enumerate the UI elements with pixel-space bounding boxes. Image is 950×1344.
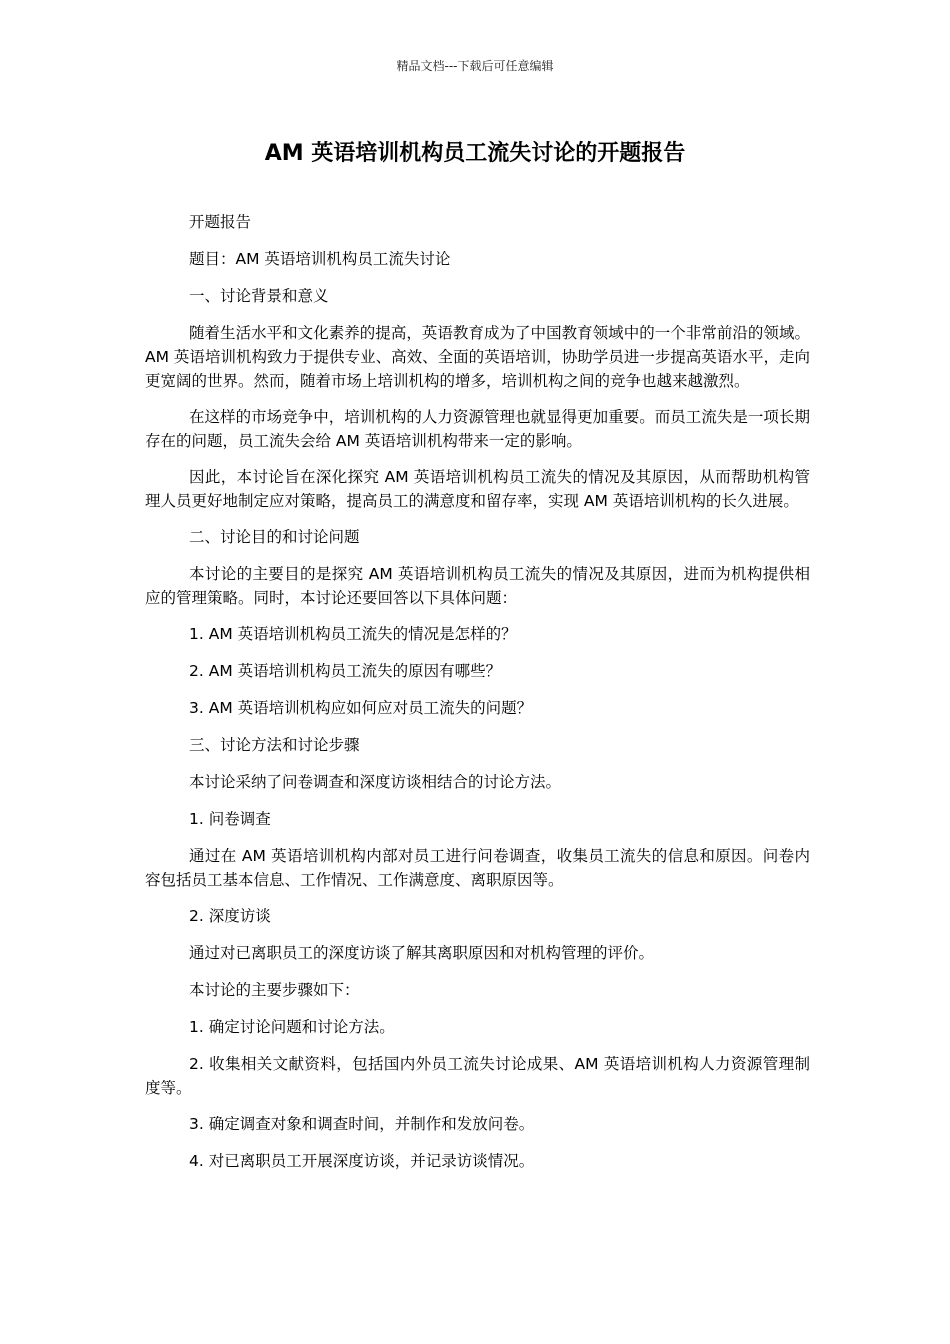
list-item: 2. 深度访谈 (189, 907, 271, 925)
paragraph: 本讨论的主要目的是探究 AM 英语培训机构员工流失的情况及其原因，进而为机构提供相应的管理策略。同时，本讨论还要回答以下具体问题： (145, 565, 810, 607)
list-item: 4. 对已离职员工开展深度访谈，并记录访谈情况。 (189, 1152, 535, 1170)
paragraph: 在这样的市场竞争中，培训机构的人力资源管理也就显得更加重要。而员工流失是一项长期存在的问题，员工流失会给 AM 英语培训机构带来一定的影响。 (145, 408, 810, 450)
paragraph: 通过在 AM 英语培训机构内部对员工进行问卷调查，收集员工流失的信息和原因。问卷内容包括员工基本信息、工作情况、工作满意度、离职原因等。 (145, 847, 810, 889)
paragraph: 因此，本讨论旨在深化探究 AM 英语培训机构员工流失的情况及其原因，从而帮助机构管理人员更好地制定应对策略，提高员工的满意度和留存率，实现 AM 英语培训机构的长久进展。 (145, 468, 810, 510)
document-body (145, 210, 810, 1186)
document-title: AM 英语培训机构员工流失讨论的开题报告 (264, 141, 686, 166)
paragraph-topic: 题目：AM 英语培训机构员工流失讨论 (189, 250, 451, 268)
section-heading-3: 三、讨论方法和讨论步骤 (189, 736, 360, 754)
list-item: 1. 问卷调查 (189, 810, 271, 828)
paragraph: 通过对已离职员工的深度访谈了解其离职原因和对机构管理的评价。 (189, 944, 655, 962)
list-item: 1. AM 英语培训机构员工流失的情况是怎样的？ (189, 625, 517, 643)
paragraph: 随着生活水平和文化素养的提高，英语教育成为了中国教育领域中的一个非常前沿的领域。AM 英语培训机构致力于提供专业、高效、全面的英语培训，协助学员进一步提高英语水平，走向更宽阔的世界。然而，随着市场上培训机构的增多，培训机构之间的竞争也越来越激烈。 (145, 324, 810, 390)
section-heading-1: 一、讨论背景和意义 (189, 287, 329, 305)
paragraph: 本讨论采纳了问卷调查和深度访谈相结合的讨论方法。 (189, 773, 562, 791)
list-item: 1. 确定讨论问题和讨论方法。 (189, 1018, 395, 1036)
list-item: 3. 确定调查对象和调查时间，并制作和发放问卷。 (189, 1115, 535, 1133)
list-item: 2. 收集相关文献资料，包括国内外员工流失讨论成果、AM 英语培训机构人力资源管理制度等。 (145, 1055, 810, 1097)
page-header: 精品文档---下载后可任意编辑 (396, 59, 554, 73)
paragraph-label: 开题报告 (189, 213, 252, 231)
paragraph: 本讨论的主要步骤如下： (189, 981, 360, 999)
list-item: 3. AM 英语培训机构应如何应对员工流失的问题？ (189, 699, 533, 717)
list-item: 2. AM 英语培训机构员工流失的原因有哪些？ (189, 662, 502, 680)
section-heading-2: 二、讨论目的和讨论问题 (189, 528, 360, 546)
